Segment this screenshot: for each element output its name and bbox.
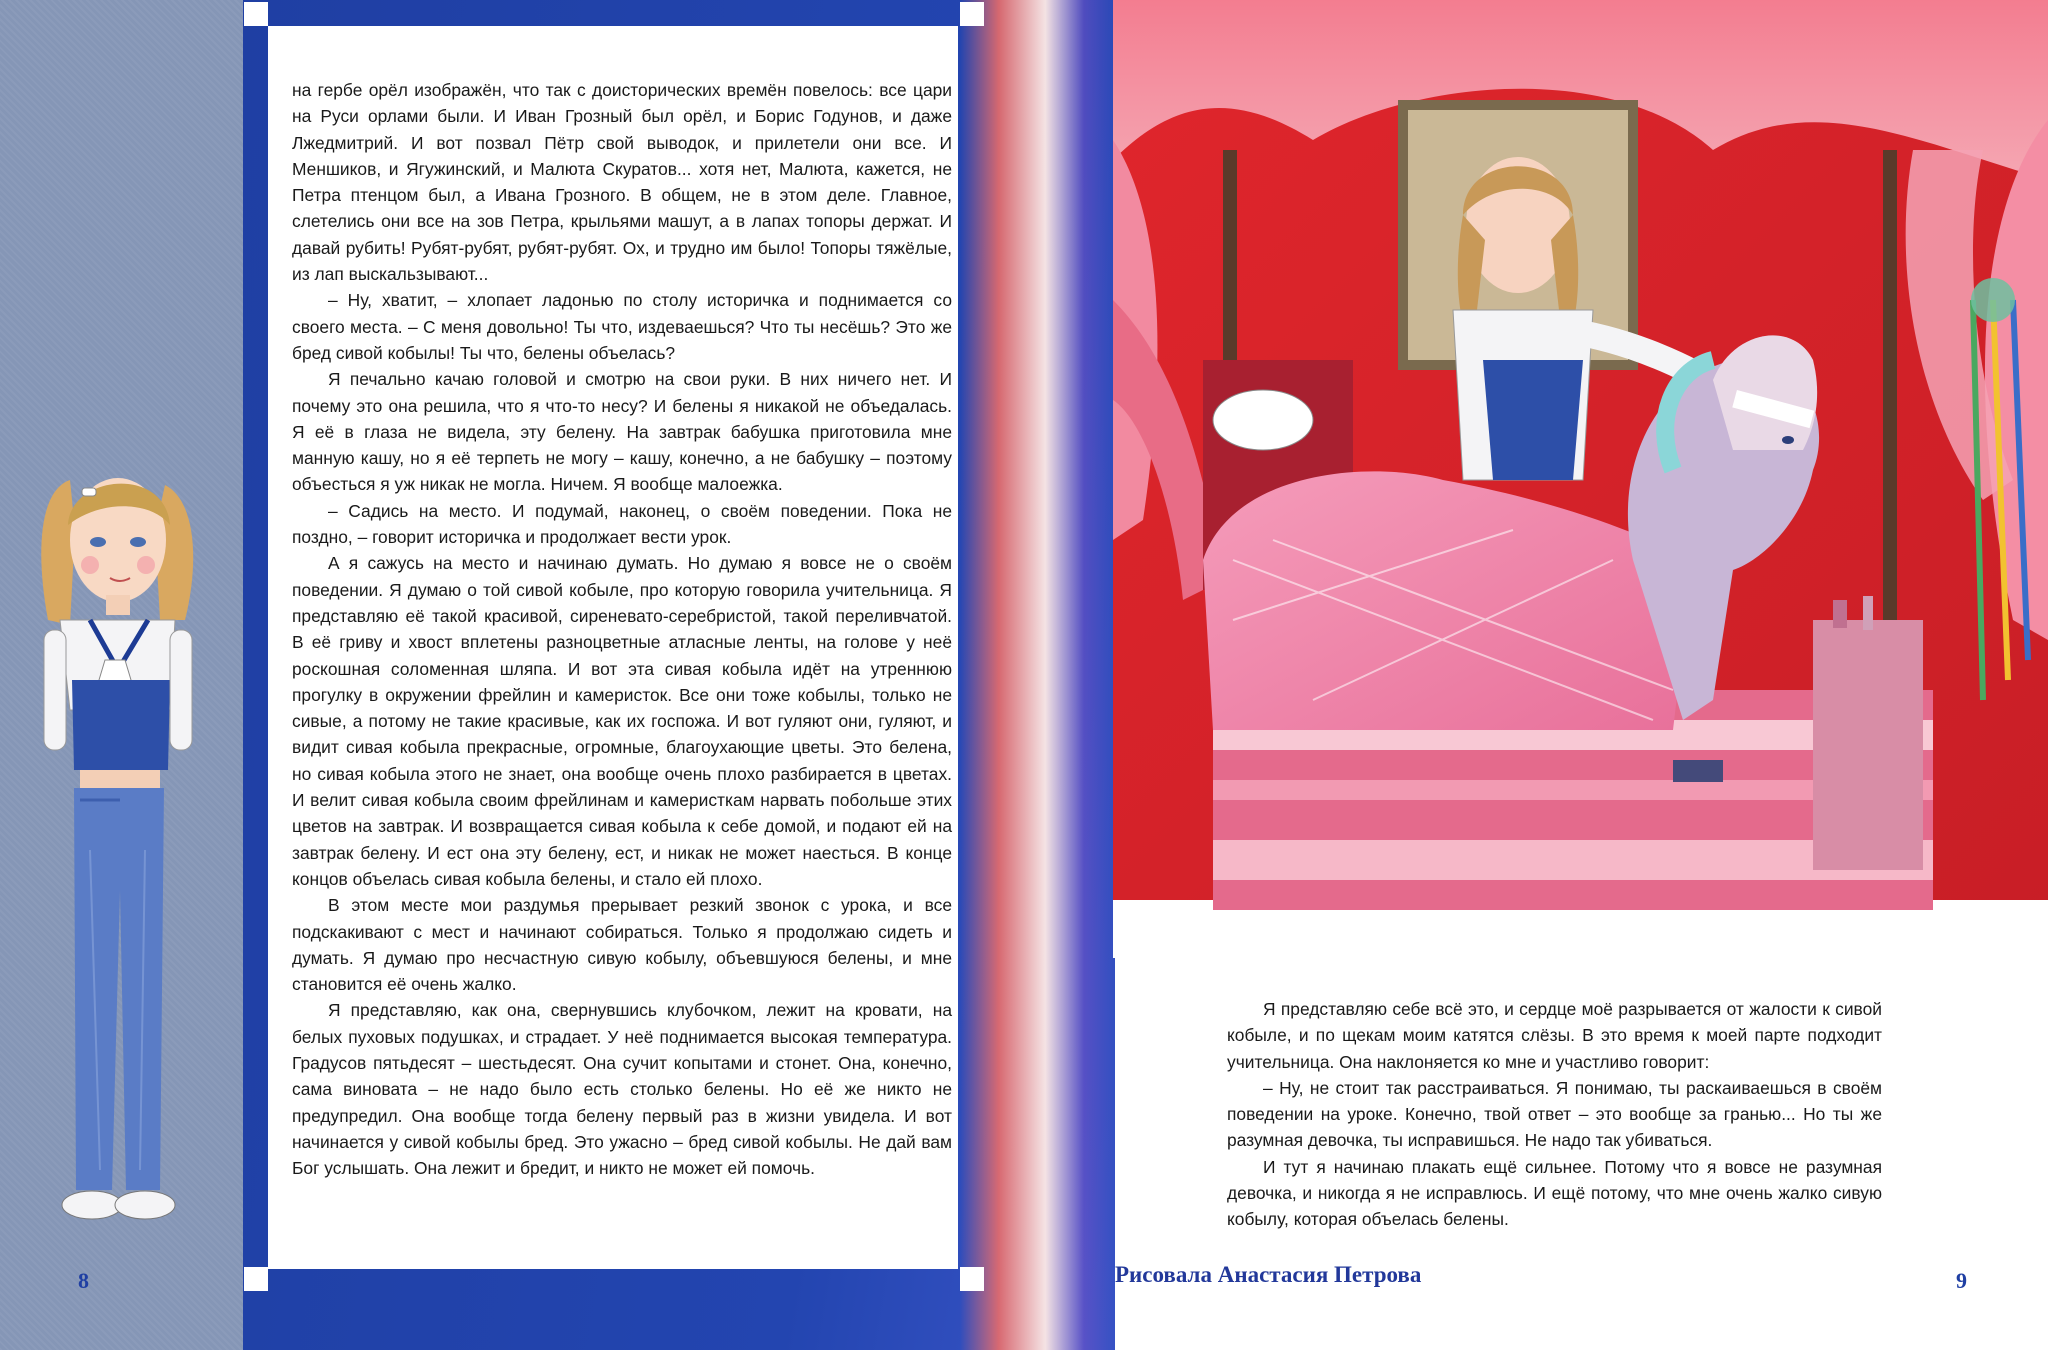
page-number-left: 8 bbox=[78, 1268, 89, 1293]
right-page-text bbox=[1227, 996, 1882, 1233]
paragraph: Я печально качаю головой и смотрю на свои руки. В них ничего нет. И почему это она решила, что я что-то несу? И белены я никакой не объедалась. Я её в глаза не видела, эту белену. На завтрак бабушка приготовила мне манную кашу, но я её терпеть не могу – кашу, конечно, а не бабушку – поэтому объесться я уж никак не могла. Ничем. Я вообще малоежка. bbox=[292, 369, 952, 495]
paragraph: – Ну, хватит, – хлопает ладонью по столу историчка и поднимается со своего места. – С меня довольно! Ты что, издеваешься? Что ты несёшь? Это же бред сивой кобылы! Ты что, белены объелась? bbox=[292, 290, 952, 363]
paragraph: Я представляю себе всё это, и сердце моё разрывается от жалости к сивой кобыле, и по щекам моим катятся слёзы. В это время к моей парте подходит учительница. Она наклоняется ко мне и участливо говорит: bbox=[1227, 999, 1882, 1072]
left-page-text bbox=[292, 77, 952, 1181]
illustration-credit: Рисовала Анастасия Петрова bbox=[1115, 1262, 1422, 1287]
paragraph: Я представляю, как она, свернувшись клубочком, лежит на кровати, на белых пуховых подушках, и страдает. У неё поднимается высокая температура. Градусов пятьдесят – шестьдесят. Она сучит копытами и стонет. Она, конечно, сама виновата – не надо было есть столько белены. Но её же никто не предупредил. Она вообще тогда белену первый раз в жизни увидела. И вот начинается у сивой кобылы бред. Это ужасно – бред сивой кобылы. Не дай вам Бог услышать. Она лежит и бредит, и никто не может ей помочь. bbox=[292, 1000, 952, 1179]
horse-in-bed-illustration bbox=[1113, 0, 2048, 958]
paragraph: В этом месте мои раздумья прерывает резкий звонок с урока, и все подскакивают с мест и начинают собираться. Только я продолжаю сидеть и думать. Я думаю про несчастную сивую кобылу, объевшуюся белены, и мне становится её очень жалко. bbox=[292, 895, 952, 995]
girl-illustration bbox=[30, 470, 200, 1240]
paragraph: на гербе орёл изображён, что так с доисторических времён повелось: все цари на Руси орлами были. И Иван Грозный был орёл, и Борис Годунов, и даже Лжедмитрий. И вот позвал Пётр свой выводок, и прилетели они все. И Меншиков, и Ягужинский, и Малюта Скуратов... хотя нет, Малюта, кажется, не Петра птенцом был, а Ивана Грозного. В общем, не в этом деле. Главное, слетелись они все на зов Петра, крыльями машут, а в лапах топоры держат. И давай рубить! Рубят-рубят, рубят-рубят. Ох, и трудно им было! Топоры тяжёлые, из лап выскальзывают... bbox=[292, 80, 952, 285]
corner-square-tl bbox=[244, 2, 268, 26]
paragraph: – Ну, не стоит так расстраиваться. Я понимаю, ты раскаиваешься в своём поведении на уроке. Конечно, твой ответ – это вообще за гранью... Но ты же разумная девочка, ты исправишься. Не надо так убиваться. bbox=[1227, 1077, 1882, 1151]
rainbow-glow bbox=[960, 0, 1115, 1350]
paragraph: – Садись на место. И подумай, наконец, о своём поведении. Пока не поздно, – говорит историчка и продолжает вести урок. bbox=[292, 500, 952, 548]
corner-square-br bbox=[960, 1267, 984, 1291]
corner-square-tr bbox=[960, 2, 984, 26]
page-number-right: 9 bbox=[1956, 1268, 1967, 1293]
paragraph: А я сажусь на место и начинаю думать. Но думаю я вовсе не о своём поведении. Я думаю о той сивой кобыле, про которую говорила учительница. Я представляю её такой красивой, сиреневато-серебристой, такой переливчатой. В её гриву и хвост вплетены разноцветные атласные ленты, на голове у неё роскошная соломенная шляпа. И вот эта сивая кобыла идёт на утреннюю прогулку в окружении фрейлин и камеристок. Все они тоже кобылы, только не сивые, а потому не такие красивые, как их госпожа. И вот гуляют они, гуляют, и видит сивая кобыла прекрасные, огромные, благоухающие цветы. Это белена, но сивая кобыла этого не знает, она вообще очень плохо разбирается в цветах. И велит сивая кобыла своим фрейлинам и камеристкам нарвать побольше этих цветов на завтрак. И возвращается сивая кобыла к себе домой, и подают ей на завтрак белену. И ест она эту белену, ест, и никак не может наесться. В конце концов объелась сивая кобыла белены, и стало ей плохо. bbox=[292, 553, 952, 889]
corner-square-bl bbox=[244, 1267, 268, 1291]
paragraph: И тут я начинаю плакать ещё сильнее. Потому что я вовсе не разумная девочка, и никогда я не исправлюсь. И ещё потому, что мне очень жалко сивую кобылу, которая объелась белены. bbox=[1227, 1156, 1882, 1230]
